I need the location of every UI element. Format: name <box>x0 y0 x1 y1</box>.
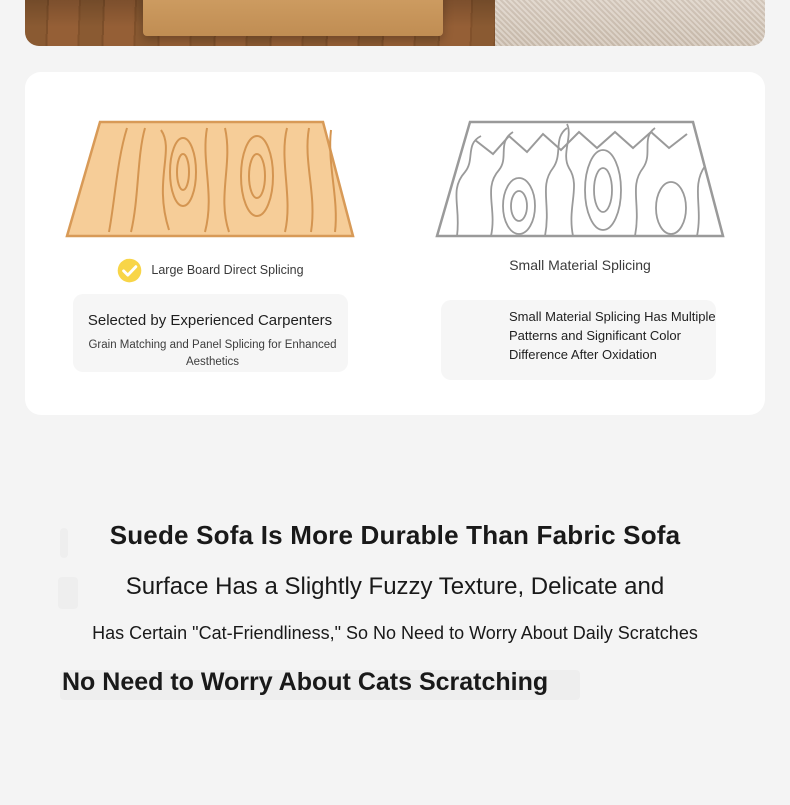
durability-text-block <box>0 520 790 697</box>
check-badge-icon <box>116 257 143 284</box>
durability-headline-3: Has Certain "Cat-Friendliness," So No Need to Worry About Daily Scratches <box>92 623 698 643</box>
small-material-caption-row <box>395 257 765 274</box>
comparison-column-large-board <box>25 72 395 415</box>
small-material-caption: Small Material Splicing <box>509 257 651 273</box>
wood-grain-large-board-icon <box>65 120 355 240</box>
large-board-caption-row <box>25 257 395 284</box>
small-material-body: Small Material Splicing Has Multiple Patterns and Significant Color Difference After Oxidation <box>509 309 716 363</box>
durability-headline-2: Surface Has a Slightly Fuzzy Texture, Delicate and <box>0 573 790 601</box>
large-board-caption: Large Board Direct Splicing <box>151 263 304 277</box>
wood-grain-small-material-icon <box>435 120 725 240</box>
durability-headline-4: No Need to Worry About Cats Scratching <box>0 668 790 697</box>
large-board-subtext: Grain Matching and Panel Splicing for Enhanced Aesthetics <box>88 339 337 368</box>
photo-background <box>25 0 765 46</box>
comparison-column-small-material <box>395 72 765 415</box>
large-board-headline: Selected by Experienced Carpenters <box>87 312 333 329</box>
comparison-card <box>25 72 765 415</box>
wood-plank-sample <box>143 0 443 36</box>
durability-headline-1: Suede Sofa Is More Durable Than Fabric Sofa <box>0 520 790 551</box>
product-photo-strip <box>25 0 765 46</box>
